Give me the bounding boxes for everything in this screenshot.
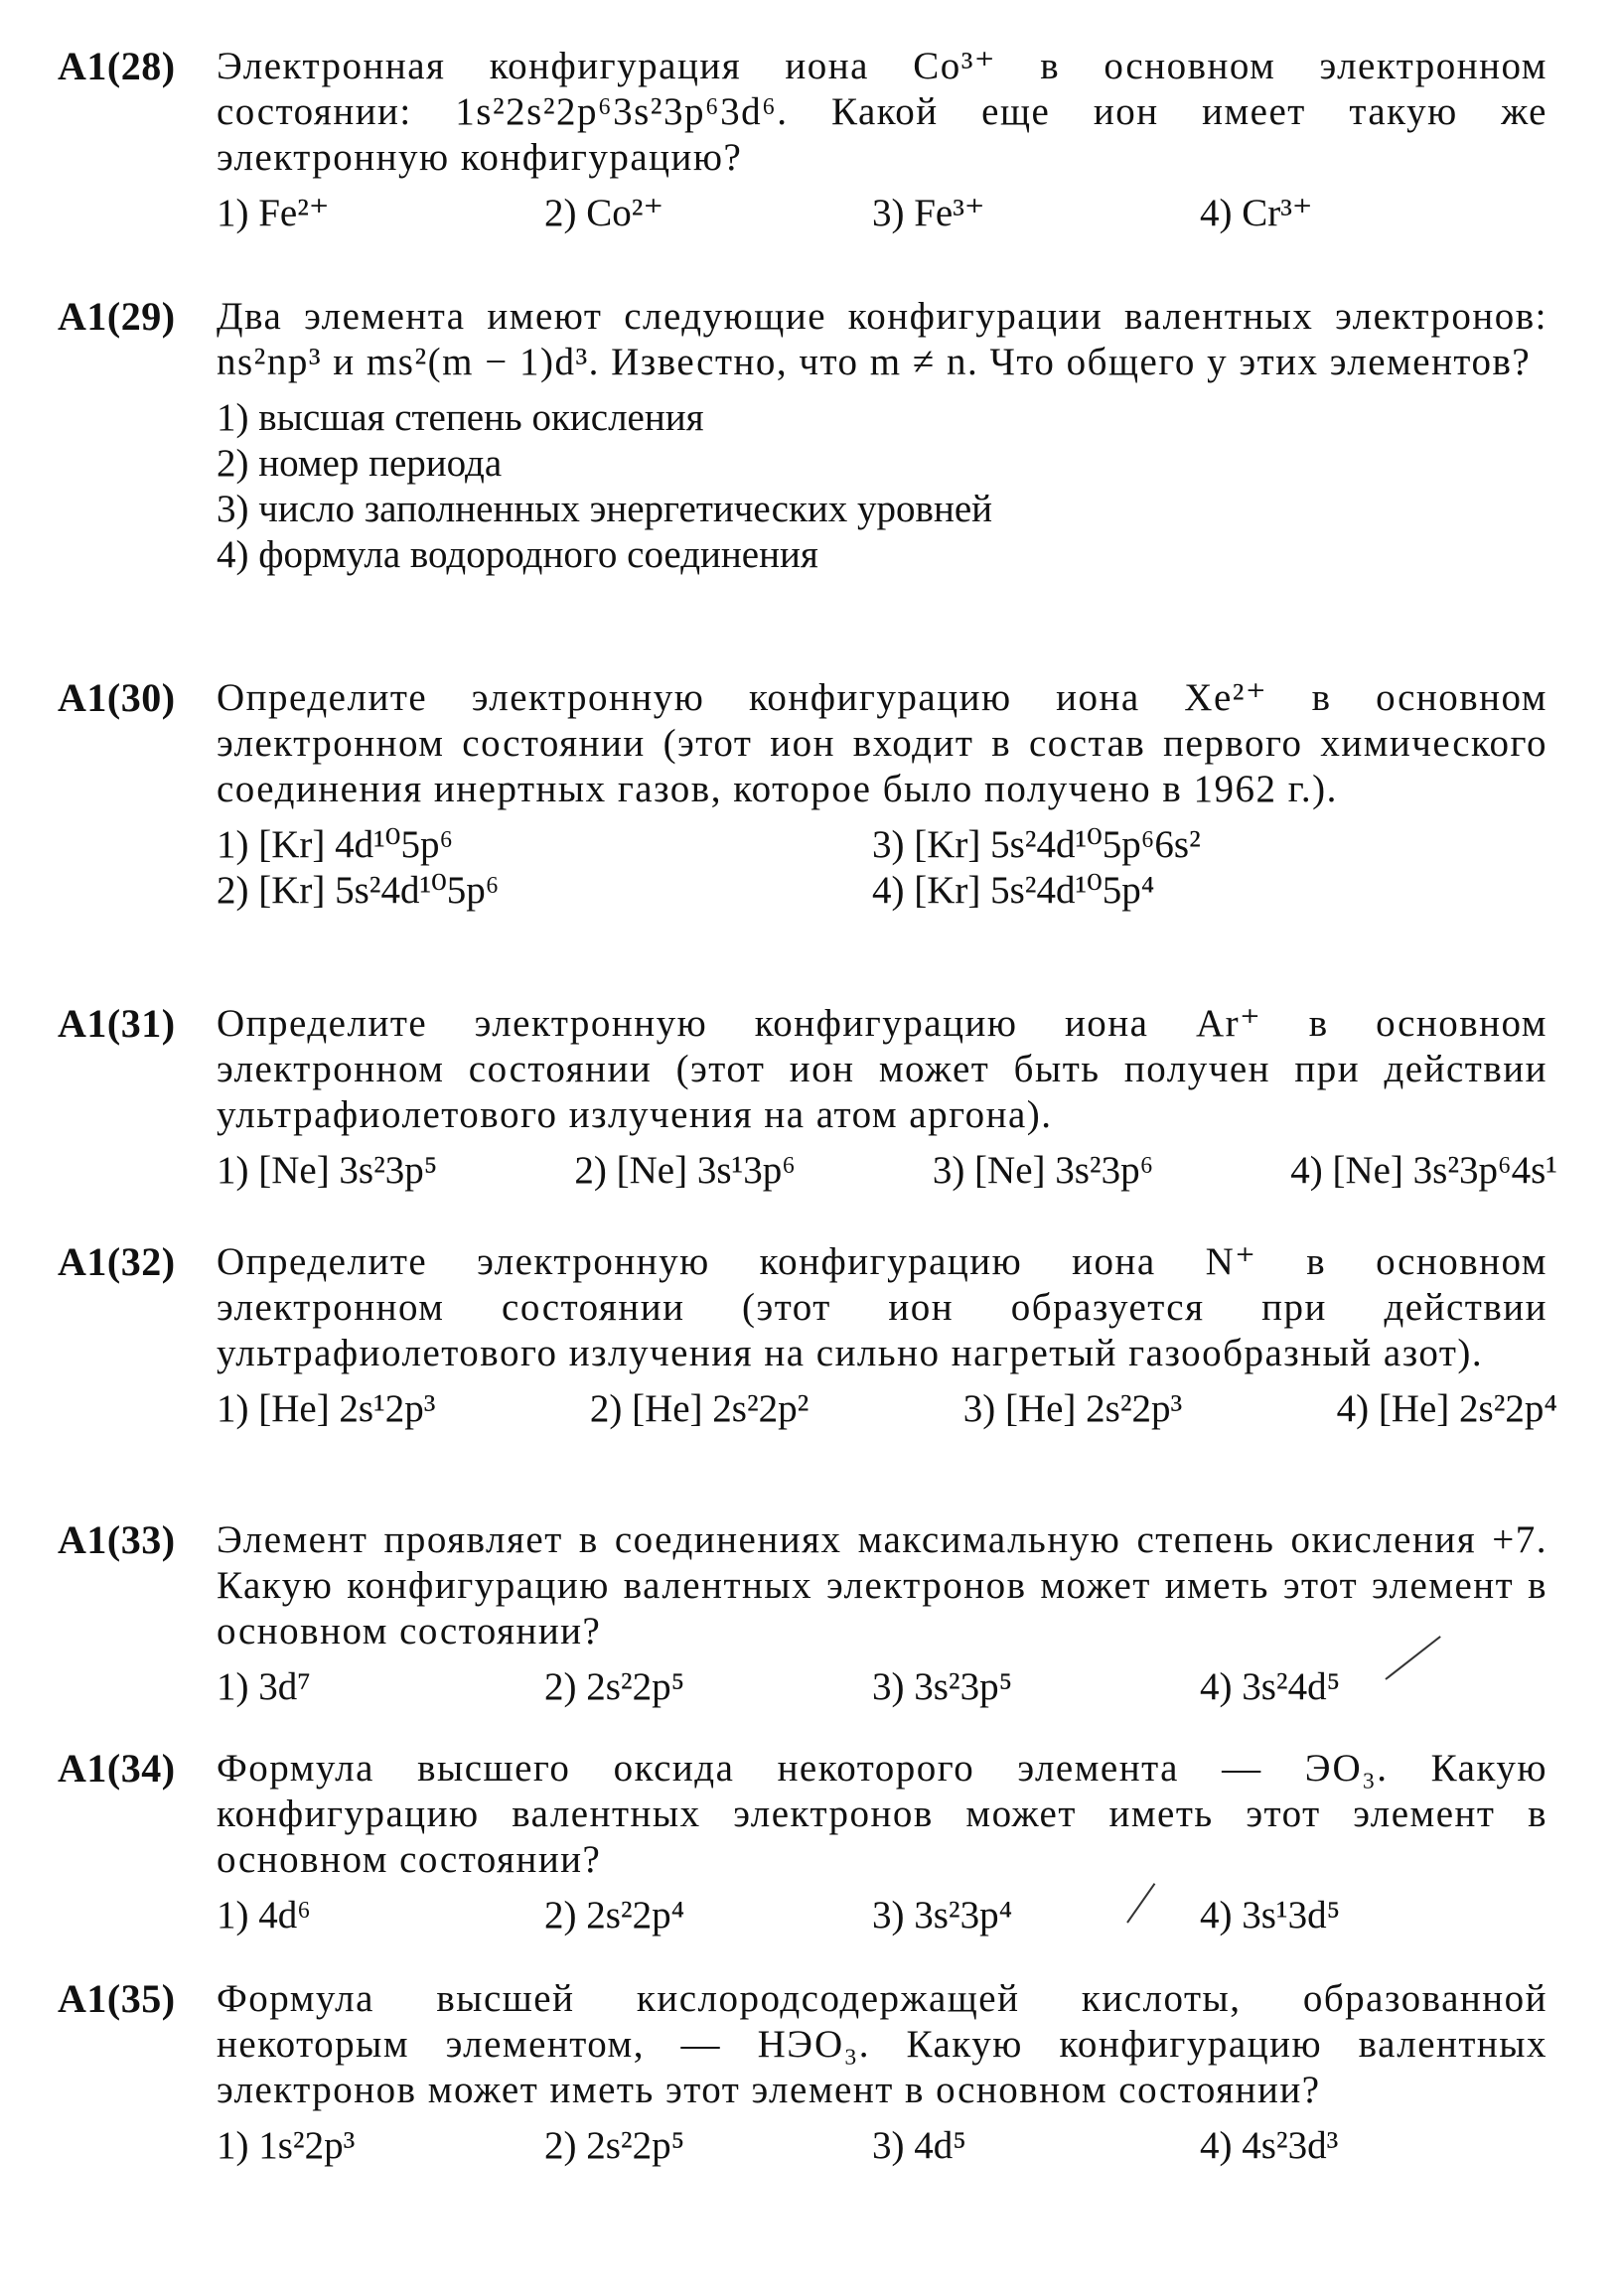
question-text: Определите электронную конфигурацию иона N⁺ в основном электронном состоянии (этот ион образуется при действии ультрафиолетового излучения на сильно нагретый газообразный азот). [217,1240,1547,1374]
answer-options [217,2123,1557,2169]
question-number: A1(28) [58,44,176,88]
answer-option[interactable]: 4) [Ne] 3s²3p⁶4s¹ [1290,1149,1557,1192]
answer-option[interactable]: 2) 2s²2p⁴ [544,1894,685,1937]
question-number: A1(31) [58,1001,176,1046]
question-text: Формула высшего оксида некоторого элемента — ЭО₃. Какую конфигурацию валентных электронов может иметь этот элемент в основном состоянии? [217,1747,1547,1881]
answer-option[interactable]: 3) 4d⁵ [872,2124,966,2167]
answer-option[interactable]: 1) [He] 2s¹2p³ [217,1387,436,1430]
question-29 [58,294,1557,578]
answer-option[interactable]: 1) 3d⁷ [217,1665,311,1708]
answer-option[interactable]: 1) 1s²2p³ [217,2124,356,2167]
answer-option[interactable]: 4) Cr³⁺ [1200,192,1313,234]
question-number: A1(30) [58,675,176,720]
answer-option[interactable]: 4) 3s²4d⁵ [1200,1665,1341,1708]
answer-option[interactable]: 2) [Ne] 3s¹3p⁶ [574,1149,796,1192]
answer-option[interactable]: 3) 3s²3p⁵ [872,1665,1013,1708]
answer-option[interactable]: 2) [He] 2s²2p² [589,1387,810,1430]
question-34 [58,1746,1557,1938]
answer-option[interactable]: 4) 3s¹3d⁵ [1200,1894,1341,1937]
answer-option[interactable]: 4) [Kr] 5s²4d¹⁰5p⁴ [872,869,1155,912]
answer-option[interactable]: 3) [Ne] 3s²3p⁶ [932,1149,1154,1192]
question-32 [58,1239,1557,1432]
question-text: Формула высшей кислородсодержащей кислоты, образованной некоторым элементом, — НЭО₃. Какую конфигурацию валентных электронов может иметь этот элемент в основном состоянии? [217,1977,1547,2111]
answer-option[interactable]: 4) [He] 2s²2p⁴ [1336,1387,1557,1430]
question-31 [58,1001,1557,1194]
answer-option[interactable]: 3) [Kr] 5s²4d¹⁰5p⁶6s² [872,823,1201,866]
question-number: A1(33) [58,1517,176,1562]
question-35 [58,1976,1557,2169]
question-number: A1(34) [58,1746,176,1791]
answer-option[interactable]: 4) формула водородного соединения [217,533,818,576]
question-number: A1(29) [58,294,176,339]
answer-option[interactable]: 2) Co²⁺ [544,192,664,234]
answer-options [217,191,1557,236]
answer-option[interactable]: 2) [Kr] 5s²4d¹⁰5p⁶ [217,869,500,912]
answer-option[interactable]: 2) номер периода [217,442,503,485]
answer-option[interactable]: 3) Fe³⁺ [872,192,985,234]
answer-option[interactable]: 1) высшая степень окисления [217,396,704,439]
answer-option[interactable]: 3) 3s²3p⁴ [872,1894,1013,1937]
answer-option[interactable]: 3) число заполненных энергетических уровней [217,488,993,530]
answer-option[interactable]: 2) 2s²2p⁵ [544,1665,685,1708]
question-number: A1(32) [58,1239,176,1284]
question-text: Элемент проявляет в соединениях максимальную степень окисления +7. Какую конфигурацию валентных электронов может иметь этот элемент в основном состоянии? [217,1518,1547,1652]
question-30 [58,675,1557,914]
answer-option[interactable]: 1) 4d⁶ [217,1894,311,1937]
answer-option[interactable]: 1) Fe²⁺ [217,192,330,234]
question-text: Электронная конфигурация иона Co³⁺ в основном электронном состоянии: 1s²2s²2p⁶3s²3p⁶3d⁶. Какой еще ион имеет такую же электронную конфигурацию? [217,45,1547,179]
question-33 [58,1517,1557,1710]
answer-option[interactable]: 3) [He] 2s²2p³ [962,1387,1183,1430]
answer-option[interactable]: 1) [Kr] 4d¹⁰5p⁶ [217,823,454,866]
answer-options [217,395,1557,578]
question-number: A1(35) [58,1976,176,2021]
answer-option[interactable]: 2) 2s²2p⁵ [544,2124,685,2167]
answer-options [217,1386,1557,1432]
question-text: Два элемента имеют следующие конфигурации валентных электронов: ns²np³ и ms²(m − 1)d³. Известно, что m ≠ n. Что общего у этих элементов? [217,295,1547,383]
question-text: Определите электронную конфигурацию иона Xe²⁺ в основном электронном состоянии (этот ион входит в состав первого химического соединения инертных газов, которое было получено в 1962 г.). [217,676,1547,810]
answer-options [217,1664,1557,1710]
question-text: Определите электронную конфигурацию иона Ar⁺ в основном электронном состоянии (этот ион может быть получен при действии ультрафиолетового излучения на атом аргона). [217,1002,1547,1136]
question-28 [58,44,1557,236]
answer-option[interactable]: 1) [Ne] 3s²3p⁵ [217,1149,438,1192]
answer-options [217,1148,1557,1194]
answer-option[interactable]: 4) 4s²3d³ [1200,2124,1339,2167]
answer-options [217,1893,1557,1938]
answer-options [217,822,1557,914]
